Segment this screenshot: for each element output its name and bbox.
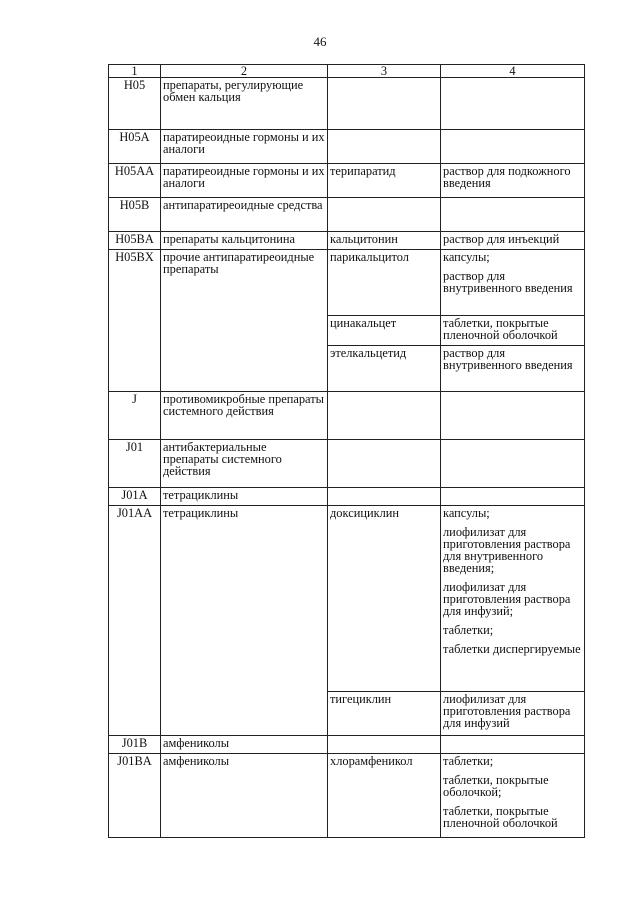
drug-name bbox=[328, 130, 441, 164]
group-name: прочие антипаратиреоидные препараты bbox=[161, 250, 328, 392]
dosage-forms bbox=[441, 488, 585, 506]
dosage-form: раствор для внутривенного введения bbox=[443, 346, 573, 372]
dosage-form: раствор для внутривенного введения bbox=[443, 269, 573, 295]
drug-name: терипаратид bbox=[328, 164, 441, 198]
group-name: тетрациклины bbox=[161, 506, 328, 736]
table-row bbox=[109, 440, 585, 488]
table-row bbox=[109, 198, 585, 232]
dosage-form: таблетки, покрытые оболочкой; bbox=[443, 773, 549, 799]
dosage-form: таблетки диспергируемые bbox=[443, 642, 581, 656]
group-name: антибактериальные препараты системного действия bbox=[161, 440, 328, 488]
dosage-forms bbox=[441, 316, 585, 346]
dosage-form: таблетки, покрытые пленочной оболочкой bbox=[443, 316, 558, 342]
atc-code: J01BA bbox=[109, 754, 161, 838]
table-row bbox=[109, 250, 585, 316]
table-row bbox=[109, 488, 585, 506]
group-name: амфениколы bbox=[161, 754, 328, 838]
table-row bbox=[109, 392, 585, 440]
drug-name: кальцитонин bbox=[328, 232, 441, 250]
table-row bbox=[109, 232, 585, 250]
drug-name: тигециклин bbox=[328, 692, 441, 736]
dosage-forms bbox=[441, 198, 585, 232]
header-row bbox=[109, 65, 585, 78]
atc-code: H05 bbox=[109, 78, 161, 130]
drug-name: этелкальцетид bbox=[328, 346, 441, 392]
table-row bbox=[109, 130, 585, 164]
dosage-form: таблетки, покрытые пленочной оболочкой bbox=[443, 804, 558, 830]
atc-code: J01B bbox=[109, 736, 161, 754]
dosage-form: лиофилизат для приготовления раствора для инфузий bbox=[443, 692, 571, 730]
dosage-forms bbox=[441, 78, 585, 130]
drug-name bbox=[328, 198, 441, 232]
header-col-1: 1 bbox=[109, 65, 161, 78]
table-row bbox=[109, 164, 585, 198]
dosage-forms bbox=[441, 440, 585, 488]
dosage-form: лиофилизат для приготовления раствора для внутривенного введения; bbox=[443, 525, 571, 575]
page-number: 46 bbox=[313, 34, 327, 49]
atc-code: H05AA bbox=[109, 164, 161, 198]
drug-name bbox=[328, 488, 441, 506]
group-name: противомикробные препараты системного действия bbox=[161, 392, 328, 440]
drug-name bbox=[328, 736, 441, 754]
dosage-forms bbox=[441, 692, 585, 736]
drug-table bbox=[108, 64, 585, 838]
dosage-forms bbox=[441, 754, 585, 838]
dosage-form: капсулы; bbox=[443, 250, 490, 264]
atc-code: J01 bbox=[109, 440, 161, 488]
header-col-4: 4 bbox=[441, 65, 585, 78]
group-name: препараты кальцитонина bbox=[161, 232, 328, 250]
drug-name: цинакальцет bbox=[328, 316, 441, 346]
group-name: препараты, регулирующие обмен кальция bbox=[161, 78, 328, 130]
drug-name bbox=[328, 440, 441, 488]
group-name: тетрациклины bbox=[161, 488, 328, 506]
table-row bbox=[109, 736, 585, 754]
atc-code: H05BX bbox=[109, 250, 161, 392]
group-name: паратиреоидные гормоны и их аналоги bbox=[161, 130, 328, 164]
group-name: амфениколы bbox=[161, 736, 328, 754]
atc-code: J01A bbox=[109, 488, 161, 506]
header-col-3: 3 bbox=[328, 65, 441, 78]
dosage-forms bbox=[441, 130, 585, 164]
dosage-forms bbox=[441, 232, 585, 250]
atc-code: H05B bbox=[109, 198, 161, 232]
drug-name: хлорамфеникол bbox=[328, 754, 441, 838]
group-name: паратиреоидные гормоны и их аналоги bbox=[161, 164, 328, 198]
dosage-form: таблетки; bbox=[443, 623, 494, 637]
drug-name bbox=[328, 78, 441, 130]
table-row bbox=[109, 506, 585, 692]
drug-name: парикальцитол bbox=[328, 250, 441, 316]
dosage-forms bbox=[441, 164, 585, 198]
dosage-form: лиофилизат для приготовления раствора для инфузий; bbox=[443, 580, 571, 618]
dosage-forms bbox=[441, 392, 585, 440]
drug-name: доксициклин bbox=[328, 506, 441, 692]
group-name: антипаратиреоидные средства bbox=[161, 198, 328, 232]
dosage-forms bbox=[441, 250, 585, 316]
dosage-form: капсулы; bbox=[443, 506, 490, 520]
atc-code: J bbox=[109, 392, 161, 440]
dosage-form: раствор для инъекций bbox=[443, 232, 560, 246]
dosage-forms bbox=[441, 346, 585, 392]
dosage-form: раствор для подкожного введения bbox=[443, 164, 571, 190]
table-row bbox=[109, 754, 585, 838]
table-row bbox=[109, 78, 585, 130]
dosage-form: таблетки; bbox=[443, 754, 494, 768]
atc-code: J01AA bbox=[109, 506, 161, 736]
drug-name bbox=[328, 392, 441, 440]
dosage-forms bbox=[441, 506, 585, 692]
atc-code: H05A bbox=[109, 130, 161, 164]
dosage-forms bbox=[441, 736, 585, 754]
atc-code: H05BA bbox=[109, 232, 161, 250]
header-col-2: 2 bbox=[161, 65, 328, 78]
